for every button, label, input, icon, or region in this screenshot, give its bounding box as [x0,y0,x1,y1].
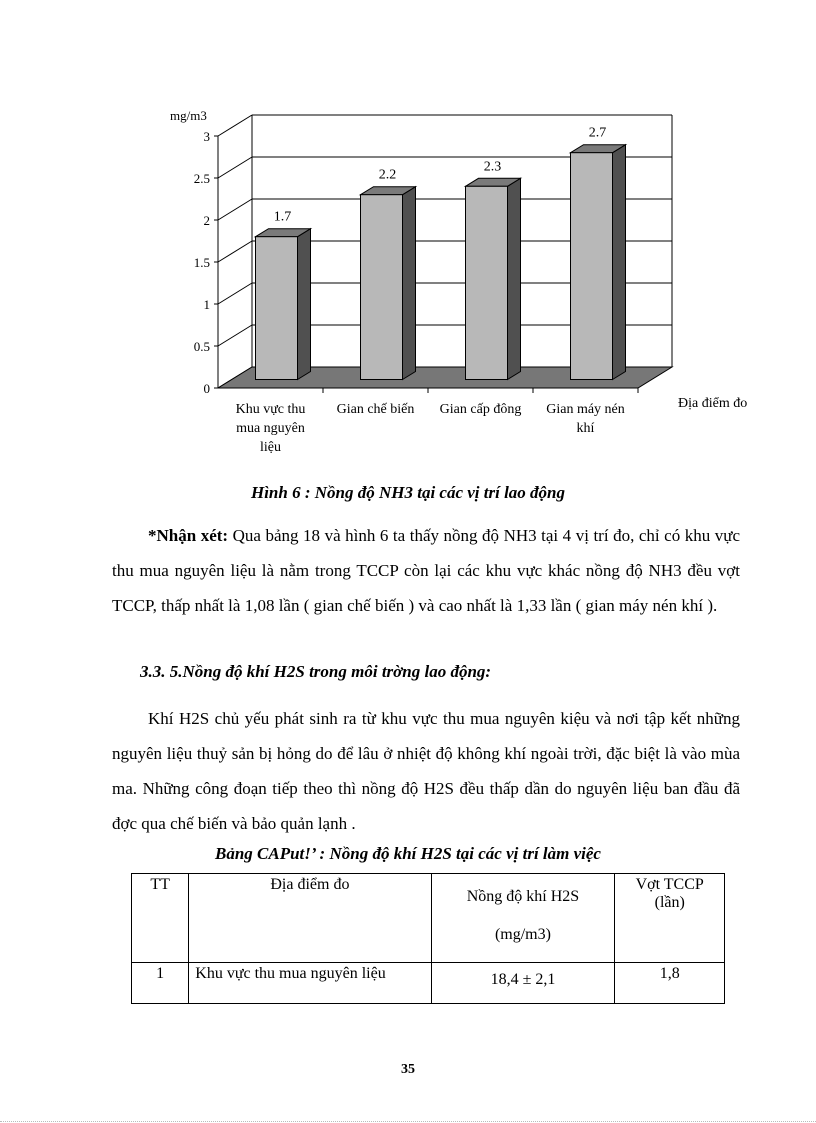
nh3-bar-chart [150,100,750,470]
grid-diag [218,241,252,262]
comment-text: Qua bảng 18 và hình 6 ta thấy nồng độ NH3 tại 4 vị trí đo, chỉ có khu vực thu mua nguyên liệu là nằm trong TCCP còn lại các khu vực khác nồng độ NH3 đều vợt TCCP, thấp nhất là 1,08 lần ( gian chế biến ) và cao nhất là 1,33 lần ( gian máy nén khí ). [112,526,741,615]
header-exceed [615,874,725,963]
page-bottom-border [0,1121,816,1122]
bar [256,237,298,380]
bar-side [298,229,311,380]
grid-diag [218,115,252,136]
y-axis-title: mg/m3 [170,108,207,123]
y-tick-label: 1 [203,297,210,312]
chart-bars [256,145,626,380]
cell-concentration: 18,4 ± 2,1 [431,963,615,1004]
y-tick-label: 3 [203,129,210,144]
table-row [132,963,725,1004]
comment-paragraph [112,518,740,623]
cell-tt: 1 [132,963,189,1004]
x-tick-label: khí [576,421,595,436]
h2s-paragraph: Khí H2S chủ yếu phát sinh ra từ khu vực thu mua nguyên kiệu và nơi tập kết những nguyên liệu thuỷ sản bị hỏng do để lâu ở nhiệt độ không khí ngoài trời, đặc biệt là vào mùa ma. Những công đoạn tiếp theo thì nồng độ H2S đều thấp dần do nguyên liệu ban đầu đã đợc qua chế biến và bảo quản lạnh . [112,709,740,833]
h2s-table [131,873,725,1004]
header-exceed-name: Vợt TCCP [635,876,704,893]
y-tick-label: 2 [203,213,210,228]
header-concentration-unit: (mg/m3) [494,926,551,943]
page-number: 35 [401,1062,415,1077]
data-label: 2.2 [378,167,397,183]
y-tick-label: 2.5 [193,171,210,186]
data-label: 2.7 [588,125,607,141]
cell-location: Khu vực thu mua nguyên liệu [189,963,431,1004]
grid-diag [218,325,252,346]
comment-prefix: *Nhận xét: [148,526,229,545]
data-label: 2.3 [483,159,502,175]
header-location: Địa điểm đo [189,874,431,963]
y-tick-label: 1.5 [193,255,210,270]
cell-exceed: 1,8 [615,963,725,1004]
table-header-row [132,874,725,963]
y-tick-label: 0.5 [193,339,210,354]
x-tick-label: mua nguyên [236,421,305,436]
header-concentration-name: Nồng độ khí H2S [466,888,580,905]
y-tick-label: 0 [203,381,210,396]
x-tick-label: Gian cấp đông [439,402,522,417]
bar [466,186,508,379]
x-axis-title: Địa điểm đo [678,396,748,411]
grid-diag [218,157,252,178]
header-exceed-unit: (lần) [654,894,685,911]
grid-diag [218,199,252,220]
section-heading: 3.3. 5.Nồng độ khí H2S trong môi trờng lao động: [140,662,492,681]
x-tick-label: Gian máy nén [546,402,625,417]
bar-side [403,187,416,380]
data-label: 1.7 [273,209,292,225]
bar-side [508,178,521,379]
bar [571,153,613,380]
x-tick-label: Khu vực thu [235,402,306,417]
x-tick-label: Gian chế biến [336,402,415,417]
bar-side [613,145,626,380]
table-caption: Bảng CAPut!’ : Nồng độ khí H2S tại các vị trí làm việc [215,844,601,863]
grid-diag [218,283,252,304]
x-tick-label: liệu [260,440,281,455]
header-concentration [431,874,615,963]
bar [361,195,403,380]
figure-caption: Hình 6 : Nồng độ NH3 tại các vị trí lao động [250,483,566,502]
header-tt: TT [132,874,189,963]
